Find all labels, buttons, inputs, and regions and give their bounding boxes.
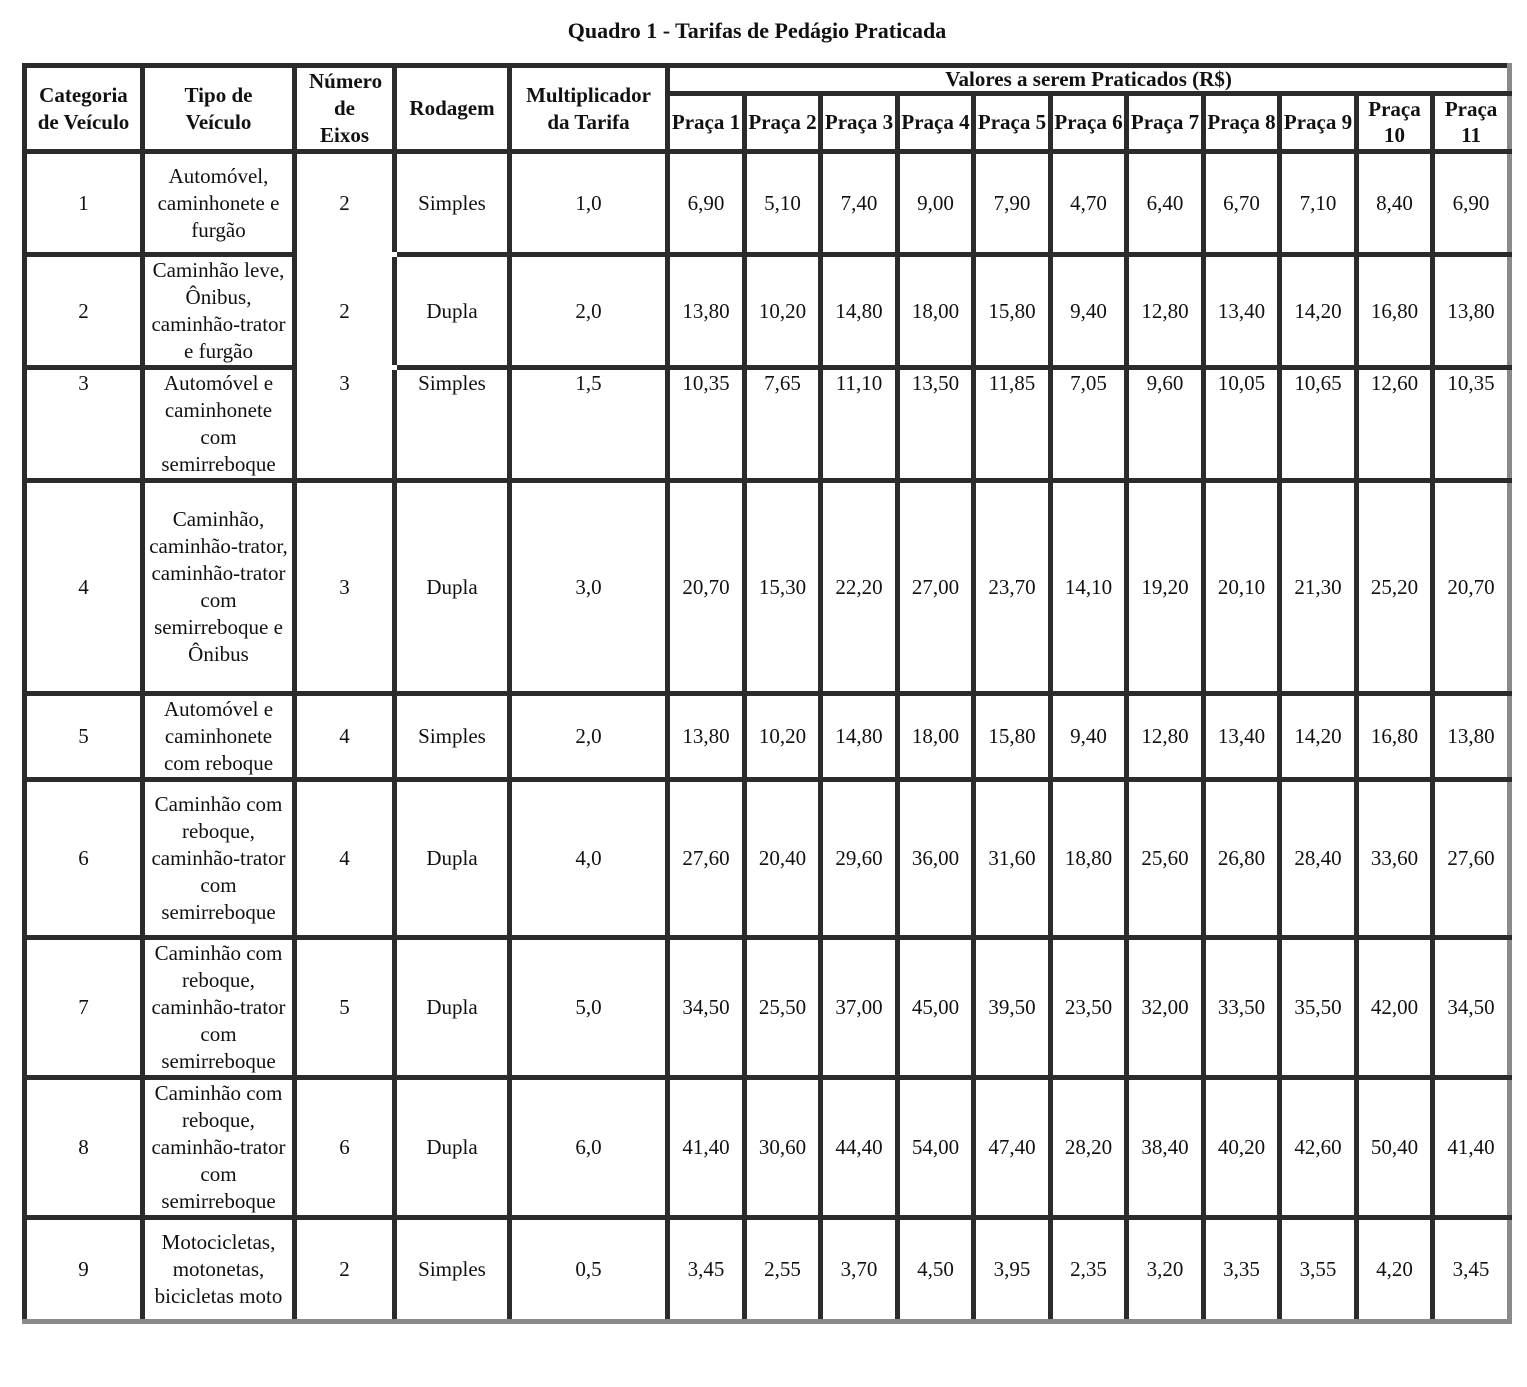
- table-title: Quadro 1 - Tarifas de Pedágio Praticada: [567, 18, 947, 43]
- valor-praca-4-cell: 13,50: [898, 368, 974, 481]
- multiplicador-cell: 2,0: [510, 255, 668, 368]
- tipo-cell: Caminhão leve, Ônibus, caminhão-trator e furgão: [143, 255, 295, 368]
- eixos-cell: 2: [295, 255, 395, 368]
- valor-praca-9-cell: 42,60: [1280, 1078, 1357, 1218]
- valor-praca-6-cell: 4,70: [1051, 152, 1127, 255]
- valor-praca-6-cell: 28,20: [1051, 1078, 1127, 1218]
- valor-praca-1-cell: 6,90: [668, 152, 745, 255]
- valor-praca-1-cell: 3,45: [668, 1218, 745, 1322]
- valor-praca-10-cell: 33,60: [1357, 780, 1433, 938]
- valor-praca-6-cell: 18,80: [1051, 780, 1127, 938]
- valor-praca-11-cell: 20,70: [1433, 481, 1510, 694]
- valor-praca-7-cell: 9,60: [1127, 368, 1204, 481]
- header-eixos: Número de Eixos: [295, 66, 395, 152]
- valor-praca-7-cell: 12,80: [1127, 255, 1204, 368]
- rodagem-cell: Simples: [395, 694, 510, 780]
- valor-praca-7-cell: 32,00: [1127, 938, 1204, 1078]
- header-praca-6: Praça 6: [1051, 93, 1127, 151]
- valor-praca-3-cell: 22,20: [821, 481, 898, 694]
- valor-praca-3-cell: 14,80: [821, 255, 898, 368]
- valor-praca-6-cell: 9,40: [1051, 255, 1127, 368]
- table-row: [25, 1078, 1510, 1218]
- rodagem-cell: Dupla: [395, 481, 510, 694]
- header-praca-5: Praça 5: [974, 93, 1051, 151]
- valor-praca-7-cell: 12,80: [1127, 694, 1204, 780]
- valor-praca-4-cell: 36,00: [898, 780, 974, 938]
- valor-praca-10-cell: 8,40: [1357, 152, 1433, 255]
- valor-praca-3-cell: 37,00: [821, 938, 898, 1078]
- valor-praca-11-cell: 13,80: [1433, 694, 1510, 780]
- header-categoria: Categoria de Veículo: [25, 66, 143, 152]
- valor-praca-2-cell: 2,55: [745, 1218, 821, 1322]
- valor-praca-3-cell: 7,40: [821, 152, 898, 255]
- valor-praca-1-cell: 10,35: [668, 368, 745, 481]
- valor-praca-11-cell: 3,45: [1433, 1218, 1510, 1322]
- categoria-cell: 5: [25, 694, 143, 780]
- valor-praca-8-cell: 3,35: [1204, 1218, 1280, 1322]
- valor-praca-7-cell: 38,40: [1127, 1078, 1204, 1218]
- tipo-cell: Automóvel, caminhonete e furgão: [143, 152, 295, 255]
- valor-praca-8-cell: 20,10: [1204, 481, 1280, 694]
- eixos-cell: 4: [295, 694, 395, 780]
- header-multiplicador: Multiplicador da Tarifa: [510, 66, 668, 152]
- rodagem-cell: Simples: [395, 368, 510, 481]
- valor-praca-2-cell: 10,20: [745, 255, 821, 368]
- valor-praca-5-cell: 3,95: [974, 1218, 1051, 1322]
- valor-praca-4-cell: 9,00: [898, 152, 974, 255]
- tipo-cell: Caminhão com reboque, caminhão-trator com semirreboque: [143, 1078, 295, 1218]
- valor-praca-6-cell: 9,40: [1051, 694, 1127, 780]
- toll-rates-table: [22, 63, 1512, 1324]
- header-tipo: Tipo de Veículo: [143, 66, 295, 152]
- valor-praca-4-cell: 27,00: [898, 481, 974, 694]
- valor-praca-5-cell: 7,90: [974, 152, 1051, 255]
- multiplicador-cell: 6,0: [510, 1078, 668, 1218]
- valor-praca-8-cell: 26,80: [1204, 780, 1280, 938]
- valor-praca-7-cell: 6,40: [1127, 152, 1204, 255]
- header-praca-3: Praça 3: [821, 93, 898, 151]
- rodagem-cell: Dupla: [395, 780, 510, 938]
- valor-praca-2-cell: 7,65: [745, 368, 821, 481]
- valor-praca-1-cell: 20,70: [668, 481, 745, 694]
- valor-praca-11-cell: 41,40: [1433, 1078, 1510, 1218]
- valor-praca-1-cell: 13,80: [668, 255, 745, 368]
- valor-praca-5-cell: 11,85: [974, 368, 1051, 481]
- valor-praca-5-cell: 23,70: [974, 481, 1051, 694]
- multiplicador-cell: 3,0: [510, 481, 668, 694]
- valor-praca-9-cell: 10,65: [1280, 368, 1357, 481]
- valor-praca-6-cell: 2,35: [1051, 1218, 1127, 1322]
- rodagem-cell: Simples: [395, 152, 510, 255]
- valor-praca-8-cell: 33,50: [1204, 938, 1280, 1078]
- tipo-cell: Motocicletas, motonetas, bicicletas moto: [143, 1218, 295, 1322]
- table-body: [25, 152, 1510, 1322]
- eixos-cell: 2: [295, 152, 395, 255]
- header-praca-10: Praça 10: [1357, 93, 1433, 151]
- valor-praca-8-cell: 13,40: [1204, 255, 1280, 368]
- rodagem-cell: Dupla: [395, 1078, 510, 1218]
- valor-praca-5-cell: 15,80: [974, 255, 1051, 368]
- table-row: [25, 694, 1510, 780]
- valor-praca-11-cell: 13,80: [1433, 255, 1510, 368]
- valor-praca-7-cell: 19,20: [1127, 481, 1204, 694]
- valor-praca-11-cell: 10,35: [1433, 368, 1510, 481]
- valor-praca-10-cell: 4,20: [1357, 1218, 1433, 1322]
- header-praca-9: Praça 9: [1280, 93, 1357, 151]
- multiplicador-cell: 1,0: [510, 152, 668, 255]
- eixos-cell: 3: [295, 481, 395, 694]
- tipo-cell: Caminhão com reboque, caminhão-trator com semirreboque: [143, 780, 295, 938]
- valor-praca-9-cell: 3,55: [1280, 1218, 1357, 1322]
- valor-praca-9-cell: 14,20: [1280, 694, 1357, 780]
- valor-praca-7-cell: 3,20: [1127, 1218, 1204, 1322]
- valor-praca-9-cell: 28,40: [1280, 780, 1357, 938]
- header-row-group: [25, 66, 1510, 94]
- categoria-cell: 6: [25, 780, 143, 938]
- valor-praca-11-cell: 6,90: [1433, 152, 1510, 255]
- valor-praca-5-cell: 39,50: [974, 938, 1051, 1078]
- table-row: [25, 368, 1510, 481]
- valor-praca-2-cell: 15,30: [745, 481, 821, 694]
- valor-praca-6-cell: 14,10: [1051, 481, 1127, 694]
- valor-praca-5-cell: 15,80: [974, 694, 1051, 780]
- categoria-cell: 2: [25, 255, 143, 368]
- rodagem-cell: Dupla: [395, 938, 510, 1078]
- valor-praca-11-cell: 27,60: [1433, 780, 1510, 938]
- valor-praca-9-cell: 7,10: [1280, 152, 1357, 255]
- valor-praca-2-cell: 10,20: [745, 694, 821, 780]
- valor-praca-4-cell: 18,00: [898, 255, 974, 368]
- valor-praca-9-cell: 14,20: [1280, 255, 1357, 368]
- valor-praca-1-cell: 13,80: [668, 694, 745, 780]
- categoria-cell: 8: [25, 1078, 143, 1218]
- eixos-cell: 2: [295, 1218, 395, 1322]
- multiplicador-cell: 0,5: [510, 1218, 668, 1322]
- multiplicador-cell: 5,0: [510, 938, 668, 1078]
- valor-praca-6-cell: 7,05: [1051, 368, 1127, 481]
- categoria-cell: 1: [25, 152, 143, 255]
- header-praca-2: Praça 2: [745, 93, 821, 151]
- multiplicador-cell: 2,0: [510, 694, 668, 780]
- header-praca-8: Praça 8: [1204, 93, 1280, 151]
- valor-praca-2-cell: 30,60: [745, 1078, 821, 1218]
- table-row: [25, 255, 1510, 368]
- eixos-cell: 6: [295, 1078, 395, 1218]
- valor-praca-4-cell: 18,00: [898, 694, 974, 780]
- valor-praca-5-cell: 47,40: [974, 1078, 1051, 1218]
- multiplicador-cell: 1,5: [510, 368, 668, 481]
- categoria-cell: 3: [25, 368, 143, 481]
- tipo-cell: Automóvel e caminhonete com semirreboque: [143, 368, 295, 481]
- valor-praca-1-cell: 27,60: [668, 780, 745, 938]
- valor-praca-8-cell: 13,40: [1204, 694, 1280, 780]
- table-row: [25, 780, 1510, 938]
- valor-praca-10-cell: 16,80: [1357, 255, 1433, 368]
- valor-praca-3-cell: 14,80: [821, 694, 898, 780]
- valor-praca-3-cell: 29,60: [821, 780, 898, 938]
- rodagem-cell: Simples: [395, 1218, 510, 1322]
- header-praca-7: Praça 7: [1127, 93, 1204, 151]
- valor-praca-2-cell: 20,40: [745, 780, 821, 938]
- valor-praca-3-cell: 44,40: [821, 1078, 898, 1218]
- valor-praca-1-cell: 34,50: [668, 938, 745, 1078]
- tipo-cell: Caminhão com reboque, caminhão-trator com semirreboque: [143, 938, 295, 1078]
- valor-praca-10-cell: 25,20: [1357, 481, 1433, 694]
- rodagem-cell: Dupla: [395, 255, 510, 368]
- categoria-cell: 7: [25, 938, 143, 1078]
- header-valores-group: Valores a serem Praticados (R$): [668, 66, 1510, 94]
- valor-praca-10-cell: 16,80: [1357, 694, 1433, 780]
- valor-praca-9-cell: 35,50: [1280, 938, 1357, 1078]
- valor-praca-10-cell: 12,60: [1357, 368, 1433, 481]
- valor-praca-6-cell: 23,50: [1051, 938, 1127, 1078]
- valor-praca-1-cell: 41,40: [668, 1078, 745, 1218]
- tipo-cell: Caminhão, caminhão-trator, caminhão-trator com semirreboque e Ônibus: [143, 481, 295, 694]
- valor-praca-10-cell: 42,00: [1357, 938, 1433, 1078]
- eixos-cell: 4: [295, 780, 395, 938]
- valor-praca-2-cell: 25,50: [745, 938, 821, 1078]
- valor-praca-9-cell: 21,30: [1280, 481, 1357, 694]
- valor-praca-8-cell: 6,70: [1204, 152, 1280, 255]
- header-rodagem: Rodagem: [395, 66, 510, 152]
- table-row: [25, 938, 1510, 1078]
- valor-praca-4-cell: 54,00: [898, 1078, 974, 1218]
- tipo-cell: Automóvel e caminhonete com reboque: [143, 694, 295, 780]
- categoria-cell: 4: [25, 481, 143, 694]
- table-row: [25, 481, 1510, 694]
- header-praca-1: Praça 1: [668, 93, 745, 151]
- valor-praca-2-cell: 5,10: [745, 152, 821, 255]
- valor-praca-4-cell: 45,00: [898, 938, 974, 1078]
- table-row: [25, 152, 1510, 255]
- valor-praca-10-cell: 50,40: [1357, 1078, 1433, 1218]
- valor-praca-3-cell: 11,10: [821, 368, 898, 481]
- multiplicador-cell: 4,0: [510, 780, 668, 938]
- categoria-cell: 9: [25, 1218, 143, 1322]
- eixos-cell: 3: [295, 368, 395, 481]
- valor-praca-8-cell: 40,20: [1204, 1078, 1280, 1218]
- valor-praca-11-cell: 34,50: [1433, 938, 1510, 1078]
- table-row: [25, 1218, 1510, 1322]
- valor-praca-3-cell: 3,70: [821, 1218, 898, 1322]
- valor-praca-5-cell: 31,60: [974, 780, 1051, 938]
- valor-praca-8-cell: 10,05: [1204, 368, 1280, 481]
- valor-praca-4-cell: 4,50: [898, 1218, 974, 1322]
- eixos-cell: 5: [295, 938, 395, 1078]
- header-praca-11: Praça 11: [1433, 93, 1510, 151]
- valor-praca-7-cell: 25,60: [1127, 780, 1204, 938]
- header-praca-4: Praça 4: [898, 93, 974, 151]
